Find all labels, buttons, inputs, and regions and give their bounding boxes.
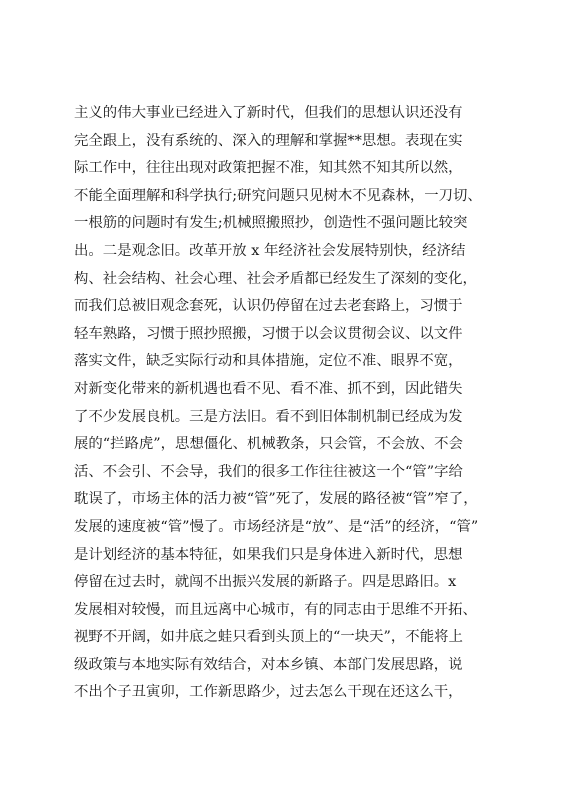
text-line: 级政策与本地实际有效结合，对本乡镇、本部门发展思路，说: [74, 656, 463, 673]
text-line: 际工作中，往往出现对政策把握不准，知其然不知其所以然，: [74, 160, 463, 177]
text-line: 视野不开阔，如井底之蛙只看到头顶上的“一块天”，不能将上: [74, 629, 463, 646]
text-line: 主义的伟大事业已经进入了新时代，但我们的思想认识还没有: [74, 105, 463, 121]
text-line: 不出个子丑寅卯，工作新思路少，过去怎么干现在还这么干，: [74, 684, 463, 701]
text-line: 完全跟上，没有系统的、深入的理解和掌握**思想。表现在实: [74, 132, 463, 149]
text-line: 发展的速度被“管”慢了。市场经济是“放”、是“活”的经济，“管”: [74, 518, 479, 535]
text-line: 落实文件，缺乏实际行动和具体措施，定位不准、眼界不宽，: [74, 353, 463, 370]
text-line: 是计划经济的基本特征，如果我们只是身体进入新时代，思想: [74, 546, 463, 563]
text-line: 展的“拦路虎”，思想僵化、机械教条，只会管，不会放、不会: [74, 436, 463, 453]
text-line: 对新变化带来的新机遇也看不见、看不准、抓不到，因此错失: [74, 380, 463, 397]
text-line: 了不少发展良机。三是方法旧。看不到旧体制机制已经成为发: [74, 408, 463, 425]
text-line: 发展相对较慢，而且远离中心城市，有的同志由于思维不开拓、: [74, 601, 477, 618]
text-line: 一根筋的问题时有发生;机械照搬照抄，创造性不强问题比较突: [74, 215, 468, 232]
text-line: 耽误了，市场主体的活力被“管”死了，发展的路径被“管”窄了，: [74, 491, 478, 508]
body-text: [74, 100, 514, 707]
text-line: 轻车熟路，习惯于照抄照搬，习惯于以会议贯彻会议、以文件: [74, 325, 463, 342]
text-line: 不能全面理解和科学执行;研究问题只见树木不见森林，一刀切、: [74, 187, 482, 204]
text-line: 出。二是观念旧。改革开放 x 年经济社会发展特别快，经济结: [74, 242, 466, 259]
text-line: 而我们总被旧观念套死，认识仍停留在过去老套路上，习惯于: [74, 298, 463, 315]
text-line: 活、不会引、不会导，我们的很多工作往往被这一个“管”字给: [74, 463, 463, 480]
text-line: 构、社会结构、社会心理、社会矛盾都已经发生了深刻的变化，: [74, 270, 477, 287]
text-line: 停留在过去时，就闯不出振兴发展的新路子。四是思路旧。x: [74, 574, 457, 591]
